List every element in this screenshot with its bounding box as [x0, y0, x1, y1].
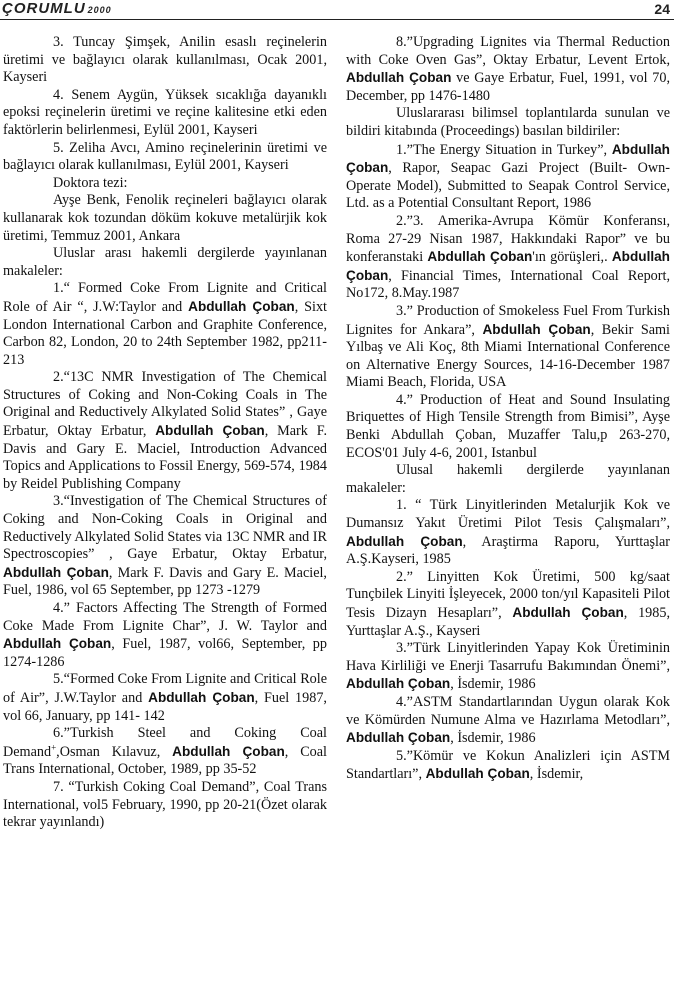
text-run: 3.” Production of Smokeless Fuel From Turkish Lignites for Ankara”,	[346, 302, 670, 338]
paragraph	[346, 497, 670, 568]
text-run: 6.”Turkish Steel and Coking Coal Demand	[3, 725, 327, 760]
paragraph	[3, 369, 327, 493]
text-run: 5.“Formed Coke From Lignite and Critical Role of Air”, J.W.Taylor and	[3, 671, 327, 706]
text-run: , İsdemir, 1986	[450, 676, 536, 693]
paragraph	[3, 192, 327, 245]
text-run: 4. Senem Aygün, Yüksek sıcaklığa dayanıklı epoksi reçinelerin üretimi ve reçine kalitesine etki eden faktörlerin belirlenmesi, Eylül 2001, Kayseri	[3, 86, 327, 138]
paragraph	[346, 748, 670, 784]
author-name-bold: Abdullah Çoban	[425, 766, 530, 782]
paragraph	[346, 105, 670, 140]
paragraph	[346, 694, 670, 748]
text-run: 1. “ Türk Linyitlerinden Metalurjik Kok ve Dumansız Yakıt Üretimi Pilot Tesis Çalışmaları”,	[346, 497, 670, 532]
text-run: Uluslar arası hakemli dergilerde yayınlanan makaleler:	[3, 245, 327, 279]
text-run: 'ın görüşleri,.	[532, 249, 612, 266]
text-run: Doktora tezi:	[53, 174, 128, 191]
paragraph	[346, 34, 670, 105]
text-run: Ulusal hakemli dergilerde yayınlanan makaleler:	[346, 462, 670, 496]
text-run: 4.” Factors Affecting The Strength of Formed Coke Made From Lignite Char”, J. W. Taylor and	[3, 600, 327, 634]
text-run: , 1985, Yurttaşlar A.Ş., Kayseri	[346, 605, 671, 639]
paragraph	[346, 569, 670, 640]
paragraph	[3, 671, 327, 725]
text-run: 2.“13C NMR Investigation of The Chemical Structures of Coking and Non-Coking Coals in The Original and Reductively Alkylated Solid States” , Gaye Erbatur, Oktay Erbatur,	[3, 369, 327, 440]
paragraph	[3, 87, 327, 140]
paragraph	[346, 640, 670, 694]
text-run: , İsdemir,	[529, 766, 584, 783]
text-run: , Bekir Sami Yılbaş ve Ali Koç, 8th Miami International Conference on Alternative Energy Sources, 14-16-December 1987 Miami Beach, Florida, USA	[346, 321, 670, 391]
text-run: 3.“Investigation of The Chemical Structures of Coking and Non-Coking Coals in Original and Reductively Alkylated Solid States via 13C NMR and IR Spectroscopies” , Gaye Erbatur, Oktay Erbatur,	[3, 493, 327, 563]
header-divider	[0, 19, 674, 20]
left-column	[3, 34, 327, 832]
text-run: 8.”Upgrading Lignites via Thermal Reduction with Coke Oven Gas”, Oktay Erbatur, Levent Ertok,	[346, 34, 670, 68]
text-run: 7. “Turkish Coking Coal Demand”, Coal Trans International, vol5 February, 1990, pp 20-21(Özet olarak tekrar yayınlandı)	[3, 778, 327, 831]
author-name-bold: Abdullah Çoban	[512, 605, 624, 620]
author-name-bold: Abdullah Çoban	[346, 730, 451, 746]
text-run: , Fuel 1987, vol 66, January, pp 141- 142	[3, 689, 327, 724]
right-column	[346, 34, 670, 784]
author-name-bold: Abdullah Çoban	[346, 533, 463, 549]
paragraph	[346, 303, 670, 392]
author-name-bold: Abdullah Çoban	[346, 676, 451, 692]
magazine-logo: ÇORUMLU 2000	[2, 0, 112, 17]
page-number: 24	[654, 1, 670, 17]
logo-year: 2000	[87, 5, 112, 15]
paragraph	[346, 392, 670, 462]
author-name-bold: Abdullah Çoban	[427, 249, 533, 265]
paragraph	[3, 779, 327, 832]
text-run: ve Gaye Erbatur, Fuel, 1991, vol 70, December, pp 1476-1480	[346, 70, 670, 104]
paragraph	[346, 141, 670, 213]
text-run: 2.” Linyitten Kok Üretimi, 500 kg/saat Tunçbilek Linyiti İşleyecek, 2000 ton/yıl Kapasiteli Pilot Tesis Dizayn Hesapları”,	[346, 568, 670, 621]
text-run: 5. Zeliha Avcı, Amino reçinelerinin üretimi ve bağlayıcı olarak kullanılması, Eylül 2001, Kayseri	[3, 139, 327, 174]
superscript-mark: +	[51, 742, 57, 753]
text-run: 4.” Production of Heat and Sound Insulating Briquettes of High Tensile Strength from Bimisi”, Ayşe Benki Abdullah Çoban, Muzaffer Talu,p 263-270, ECOS'01 July 4-6, 2001, Istanbul	[346, 391, 670, 461]
text-run: , Mark F. Davis and Gary E. Maciel, Fuel, 1986, vol 65 September, pp 1273 -1279	[3, 564, 327, 599]
paragraph	[3, 280, 327, 369]
author-name-bold: Abdullah Çoban	[172, 743, 285, 759]
paragraph	[3, 34, 327, 87]
text-run: , Araştirma Raporu, Yurttaşlar A.Ş.Kayseri, 1985	[346, 533, 670, 568]
text-run: 2.”3. Amerika-Avrupa Kömür Konferansı, Roma 27-29 Nisan 1987, Hakkındaki Rapor” ve bu konferanstaki	[346, 212, 670, 266]
text-run: , Rapor, Seapac Gazi Project (Built- Own- Operate Model), Submitted to Seapak Control Service, Ltd. as a Potential Consultant Report, 1986	[346, 160, 670, 212]
paragraph	[3, 175, 327, 193]
text-run: 3. Tuncay Şimşek, Anilin esaslı reçinelerin üretimi ve bağlayıcı olarak kullanılması, Ocak 2001, Kayseri	[3, 34, 327, 86]
author-name-bold: Abdullah Çoban	[148, 689, 255, 705]
text-run: ,Osman Kılavuz,	[56, 743, 173, 760]
author-name-bold: Abdullah Çoban	[482, 321, 591, 337]
paragraph	[346, 213, 670, 303]
author-name-bold: Abdullah Çoban	[3, 564, 109, 580]
text-run: Ayşe Benk, Fenolik reçineleri bağlayıcı olarak kullanarak kok tozundan döküm kokuve metalürjik kok üretimi, Temmuz 2001, Ankara	[3, 192, 327, 244]
text-run: 5.”Kömür ve Kokun Analizleri için ASTM Standartları”,	[346, 747, 670, 783]
text-run: , İsdemir, 1986	[450, 730, 536, 747]
text-run: 1.“ Formed Coke From Lignite and Critical Role of Air “, J.W:Taylor and	[3, 280, 327, 315]
text-run: , Sixt London International Carbon and Graphite Conference, Carbon 82, London, 20 to 24th September 1982, pp211-213	[3, 298, 327, 368]
author-name-bold: Abdullah Çoban	[346, 249, 670, 283]
text-run: 3.”Türk Linyitlerinden Yapay Kok Üretiminin Hava Kirliliği ve Enerji Tasarrufu Bakımından Önemi”,	[346, 640, 670, 674]
text-run: , Fuel, 1987, vol66, September, pp 1274-1286	[3, 636, 327, 670]
paragraph	[3, 140, 327, 175]
text-run: Uluslararası bilimsel toplantılarda sunulan ve bildiri kitabında (Proceedings) basılan bildiriler:	[346, 105, 670, 139]
page-header	[0, 0, 674, 22]
paragraph	[3, 493, 327, 600]
text-run: , Mark F. Davis and Gary E. Maciel, Introduction Advanced Topics and Applications to Fossil Energy, 569-574, 1984 by Reidel Publishing Company	[3, 423, 328, 492]
text-run: 1.”The Energy Situation in Turkey”,	[396, 141, 612, 158]
paragraph	[3, 600, 327, 671]
text-run: , Coal Trans International, October, 1989, pp 35-52	[3, 743, 327, 778]
text-run: 4.”ASTM Standartlarından Uygun olarak Kok ve Kömürden Numune Alma ve Hazırlama Metodları”,	[346, 693, 670, 728]
text-run: , Financial Times, International Coal Report, No172, 8.May.1987	[346, 267, 670, 302]
paragraph	[3, 245, 327, 280]
author-name-bold: Abdullah Çoban	[346, 141, 670, 176]
author-name-bold: Abdullah Çoban	[346, 70, 452, 86]
author-name-bold: Abdullah Çoban	[3, 636, 112, 652]
author-name-bold: Abdullah Çoban	[155, 423, 265, 439]
paragraph	[346, 462, 670, 497]
author-name-bold: Abdullah Çoban	[188, 298, 295, 314]
paragraph	[3, 725, 327, 779]
